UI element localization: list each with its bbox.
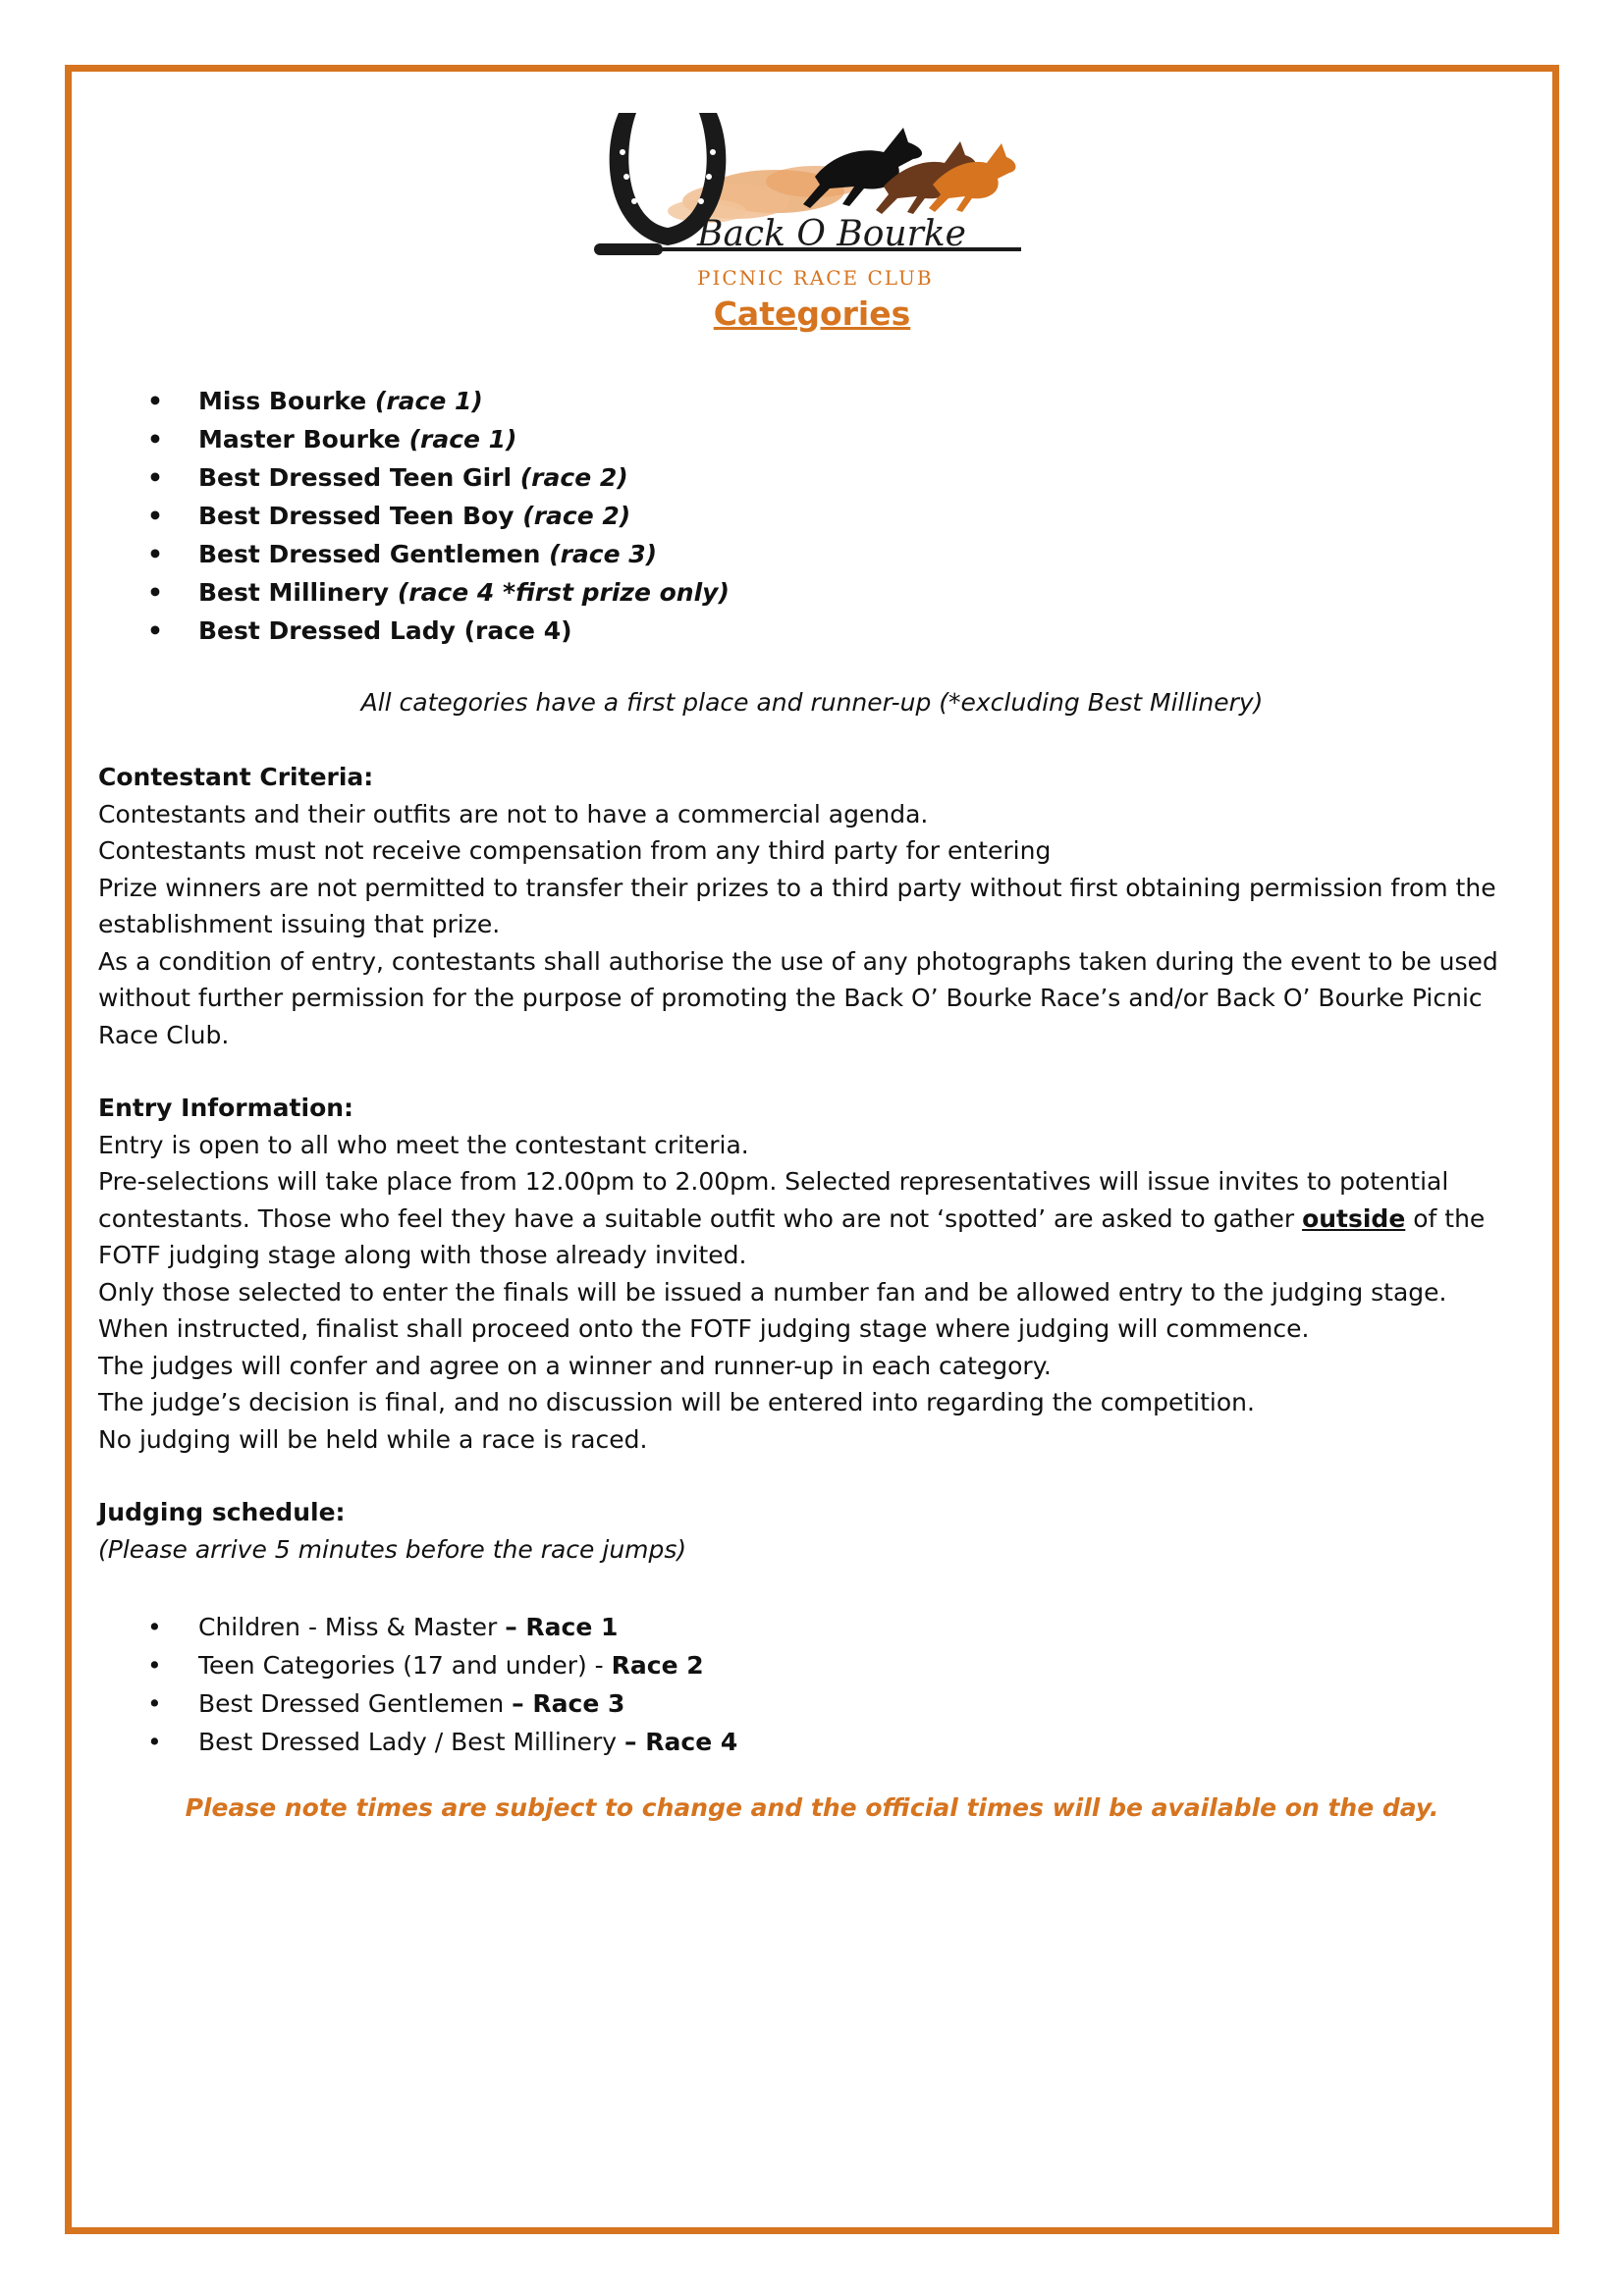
list-item: • Children - Miss & Master – Race 1 xyxy=(147,1608,737,1646)
schedule-list xyxy=(147,1608,737,1761)
section-heading: Entry Information: xyxy=(98,1094,354,1122)
paragraph: No judging will be held while a race is raced. xyxy=(98,1424,648,1454)
logo-name: Back O Bourke xyxy=(697,214,966,254)
list-item: • Best Dressed Teen Girl (race 2) xyxy=(147,458,730,497)
club-logo xyxy=(589,98,1041,294)
section-heading: Contestant Criteria: xyxy=(98,763,374,791)
list-item: • Best Dressed Teen Boy (race 2) xyxy=(147,497,730,535)
contestant-criteria-section xyxy=(98,759,1512,1053)
list-item: • Best Dressed Gentlemen – Race 3 xyxy=(147,1684,737,1723)
paragraph: Only those selected to enter the finals will be issued a number fan and be allowed entry to the judging stage. xyxy=(98,1277,1447,1307)
section-heading: Judging schedule: xyxy=(98,1498,346,1526)
logo-subtitle: PICNIC RACE CLUB xyxy=(697,266,934,290)
paragraph: When instructed, finalist shall proceed onto the FOTF judging stage where judging will commence. xyxy=(98,1314,1310,1343)
list-item: • Best Dressed Lady (race 4) xyxy=(147,612,730,650)
emphasis-outside: outside xyxy=(1302,1203,1406,1233)
footer-note: Please note times are subject to change and the official times will be available on the day. xyxy=(185,1793,1439,1822)
paragraph: Contestants must not receive compensation from any third party for entering xyxy=(98,836,1052,865)
list-item: • Best Dressed Gentlemen (race 3) xyxy=(147,535,730,573)
list-item: • Miss Bourke (race 1) xyxy=(147,382,730,420)
paragraph: Entry is open to all who meet the contestant criteria. xyxy=(98,1130,749,1159)
list-item: • Best Dressed Lady / Best Millinery – Race 4 xyxy=(147,1723,737,1761)
page-title: Categories xyxy=(713,294,911,333)
categories-note: All categories have a first place and runner-up (*excluding Best Millinery) xyxy=(360,688,1264,717)
list-item: • Master Bourke (race 1) xyxy=(147,420,730,458)
paragraph: Pre-selections will take place from 12.00pm to 2.00pm. Selected representatives will issue invites to potential contestants. Those who feel they have a suitable outfit who are not ‘spotted’ are asked to gather outside of the FOTF judging stage along with those already invited. xyxy=(98,1167,1486,1269)
paragraph: Contestants and their outfits are not to have a commercial agenda. xyxy=(98,799,929,828)
paragraph: The judge’s decision is final, and no discussion will be entered into regarding the competition. xyxy=(98,1388,1255,1416)
paragraph: As a condition of entry, contestants shall authorise the use of any photographs taken during the event to be used without further permission for the purpose of promoting the Back O’ Bourke Race’s and/or Back O’ Bourke Picnic Race Club. xyxy=(98,946,1498,1049)
list-item: • Best Millinery (race 4 *first prize only) xyxy=(147,573,730,612)
entry-information-section xyxy=(98,1090,1512,1458)
section-subheading: (Please arrive 5 minutes before the race jumps) xyxy=(98,1534,687,1564)
categories-list xyxy=(147,382,730,650)
judging-schedule-section xyxy=(98,1494,1512,1568)
horseshoe-horses-logo xyxy=(589,98,1041,294)
paragraph: The judges will confer and agree on a winner and runner-up in each category. xyxy=(98,1351,1052,1380)
list-item: • Teen Categories (17 and under) - Race 2 xyxy=(147,1646,737,1684)
paragraph: Prize winners are not permitted to transfer their prizes to a third party without first obtaining permission from the establishment issuing that prize. xyxy=(98,873,1496,938)
